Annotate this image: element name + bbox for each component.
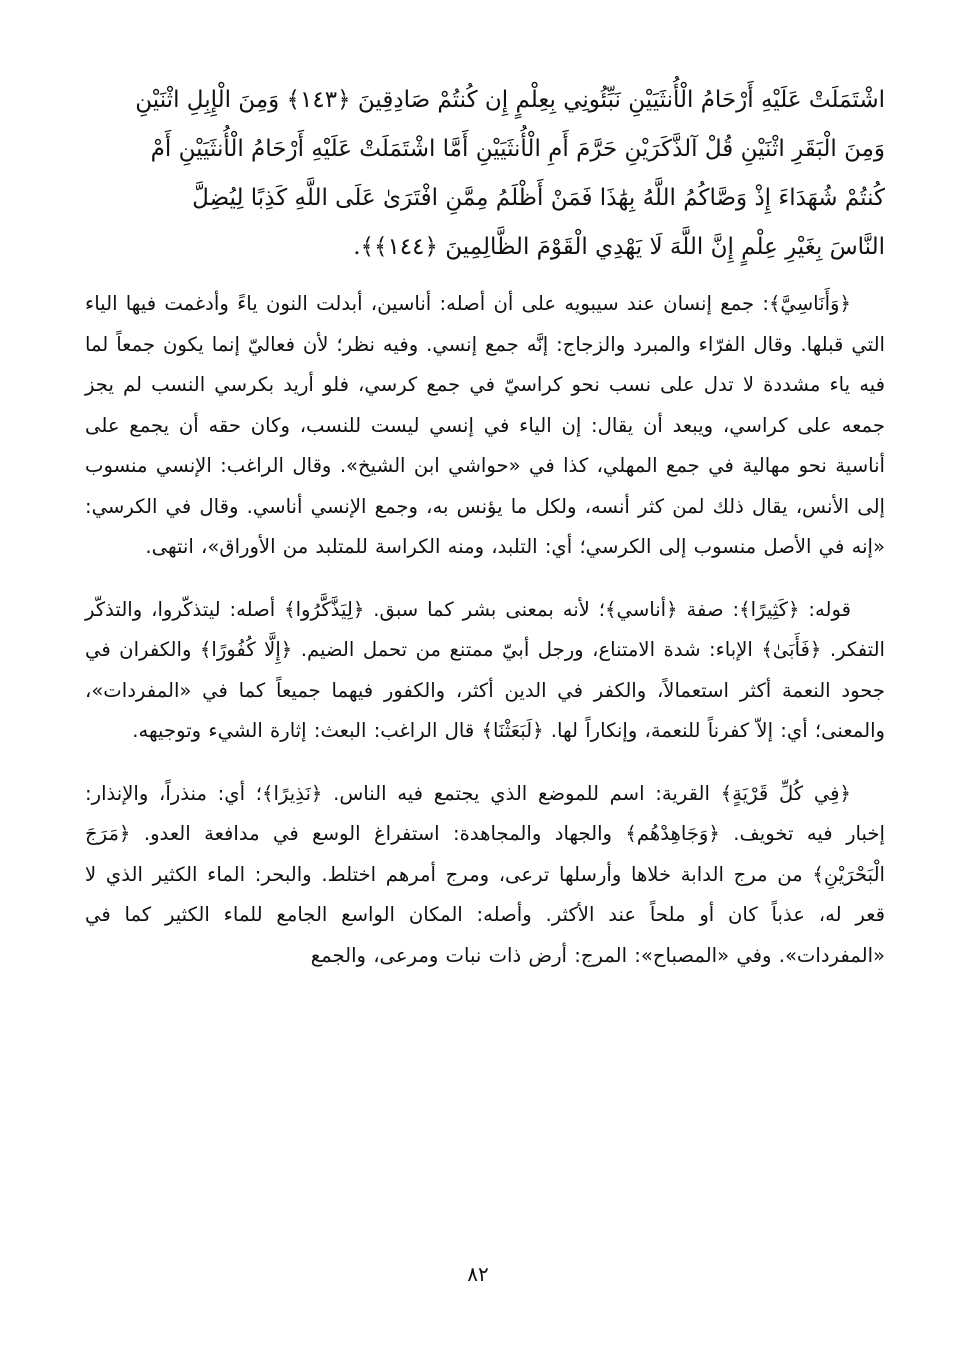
page-number: ٨٢ [467,1262,489,1286]
page-content [85,76,885,1286]
paragraph-kathiran: قوله: ﴿كَثِيرًا﴾: صفة ﴿أناسي﴾؛ لأنه بمعنى بشر كما سبق. ﴿لِيَذَّكَّرُوا﴾ أصله: ليتذكّروا، والتذكّر التفكر. ﴿فَأَبَىٰ﴾ الإباء: شدة الامتناع، ورجل أبيّ ممتنع من تحمل الضيم. ﴿إِلَّا كُفُورًا﴾ والكفران في جحود النعمة أكثر استعمالاً، والكفر في الدين أكثر، والكفور فيهما جميعاً كما في «المفردات»، والمعنى؛ أي: إلاّ كفرناً للنعمة، وإنكاراً لها. ﴿لَبَعَثْنَا﴾ قال الراغب: البعث: إثارة الشيء وتوجيهه. [85,597,885,742]
quran-line: اشْتَمَلَتْ عَلَيْهِ أَرْحَامُ الْأُنثَيَيْنِ نَبِّئُونِي بِعِلْمٍ إِن كُنتُمْ صَادِقِينَ ﴿١٤٣﴾ وَمِنَ الْإِبِلِ اثْنَيْنِ [135,87,885,113]
quran-line: النَّاسَ بِغَيْرِ عِلْمٍ إِنَّ اللَّهَ لَا يَهْدِي الْقَوْمَ الظَّالِمِينَ ﴿١٤٤﴾﴾. [353,234,885,260]
paragraph-anasiy: ﴿وَأَنَاسِيَّ﴾: جمع إنسان عند سيبويه على أن أصله: أناسين، أبدلت النون ياءً وأدغمت فيها الياء التي قبلها. وقال الفرّاء والمبرد والزجاج: إنَّه جمع إنسي. وفيه نظر؛ لأن فعاليّ إنما يكون جمعاً لما فيه ياء مشددة لا تدل على نسب نحو كراسيّ في جمع كرسي، فلو أريد بكرسي النسب لم يجز جمعه على كراسي، ويبعد أن يقال: إن الياء في إنسي ليست للنسب، وكان حقه أن يجمع على أناسية نحو مهالية في جمع المهلي، كذا في «حواشي ابن الشيخ». وقال الراغب: الإنسي منسوب إلى الأنس، يقال ذلك لمن كثر أنسه، ولكل ما يؤنس به، وجمع الإنسي أناسي. وقال في الكرسي: «إنه في الأصل منسوب إلى الكرسي؛ أي: التلبد، ومنه الكراسة للمتلبد من الأوراق»، انتهى. [85,292,885,558]
quran-verses-block [85,76,885,272]
quran-line: وَمِنَ الْبَقَرِ اثْنَيْنِ قُلْ آلذَّكَرَيْنِ حَرَّمَ أَمِ الْأُنثَيَيْنِ أَمَّا اشْتَمَلَتْ عَلَيْهِ أَرْحَامُ الْأُنثَيَيْنِ أَمْ [150,136,885,162]
quran-line: كُنتُمْ شُهَدَاءَ إِذْ وَصَّاكُمُ اللَّهُ بِهَٰذَا فَمَنْ أَظْلَمُ مِمَّنِ افْتَرَىٰ عَلَى اللَّهِ كَذِبًا لِيُضِلَّ [192,185,885,211]
paragraph-qarya: ﴿فِي كُلِّ قَرْيَةٍ﴾ القرية: اسم للموضع الذي يجتمع فيه الناس. ﴿نَذِيرًا﴾؛ أي: منذراً، والإنذار: إخبار فيه تخويف. ﴿وَجَاهِدْهُم﴾ والجهاد والمجاهدة: استفراغ الوسع في مدافعة العدو. ﴿مَرَجَ الْبَحْرَيْنِ﴾ من مرج الدابة خلاها وأرسلها ترعى، ومرج أمرهم اختلط. والبحر: الماء الكثير الذي لا قعر له، عذباً كان أو ملحاً عند الأكثر. وأصله: المكان الواسع الجامع للماء الكثير كما في «المفردات». وفي «المصباح»: المرج: أرض ذات نبات ومرعى، والجمع [85,781,885,967]
